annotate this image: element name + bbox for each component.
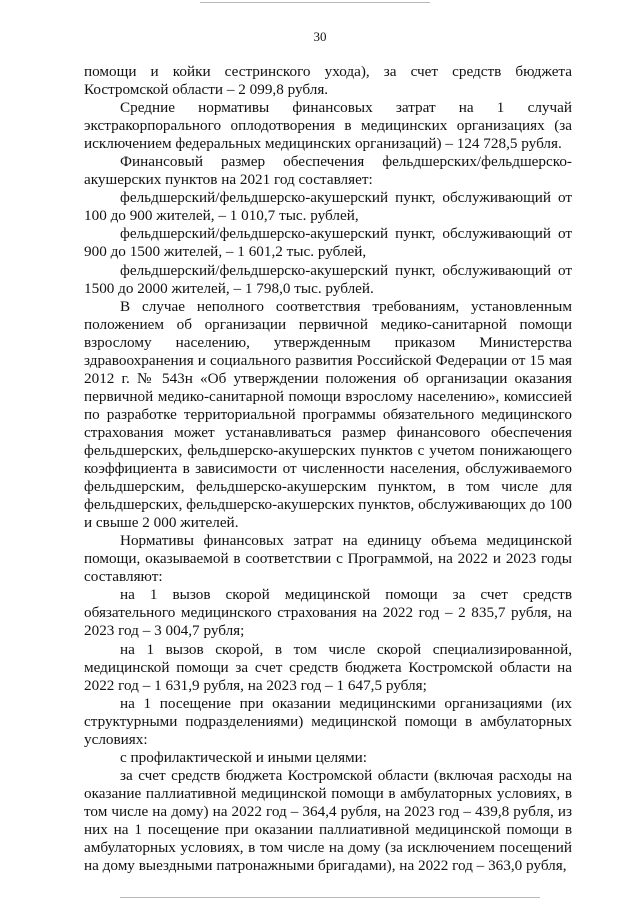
paragraph: за счет средств бюджета Костромской области (включая расходы на оказание паллиативной медицинской помощи в амбулаторных условиях, в том числе на дому) на 2022 год – 364,4 рубля, на 2023 год – 439,8 рубля, из них на 1 посещение при оказании паллиативной медицинской помощи в амбулаторных условиях, в том числе на дому (за исключением посещений на дому выездными патронажными бригадами), на 2022 год – 363,0 рубля, (84, 766, 572, 875)
paragraph: фельдшерский/фельдшерско-акушерский пункт, обслуживающий от 1500 до 2000 жителей, – 1 798,0 тыс. рублей. (84, 261, 572, 297)
scan-edge-bottom (120, 897, 540, 898)
paragraph: В случае неполного соответствия требованиям, установленным положением об организации первичной медико-санитарной помощи взрослому населению, утвержденным приказом Министерства здравоохранения и социального развития Российской Федерации от 15 мая 2012 г. № 543н «Об утверждении положения об организации оказания первичной медико-санитарной помощи взрослому населению», комиссией по разработке территориальной программы обязательного медицинского страхования может устанавливаться размер финансового обеспечения фельдшерских, фельдшерско-акушерских пунктов с учетом понижающего коэффициента в зависимости от численности населения, обслуживаемого фельдшерским, фельдшерско-акушерским пунктом, в том числе для фельдшерских, фельдшерско-акушерских пунктов, обслуживающих до 100 и свыше 2 000 жителей. (84, 297, 572, 532)
paragraph: помощи и койки сестринского ухода), за счет средств бюджета Костромской области – 2 099,8 рубля. (84, 63, 572, 99)
paragraph: на 1 вызов скорой, в том числе скорой специализированной, медицинской помощи за счет средств бюджета Костромской области на 2022 год – 1 631,9 рубля, на 2023 год – 1 647,5 рубля; (84, 640, 572, 694)
paragraph: Нормативы финансовых затрат на единицу объема медицинской помощи, оказываемой в соответствии с Программой, на 2022 и 2023 годы составляют: (84, 532, 572, 586)
paragraph: на 1 вызов скорой медицинской помощи за счет средств обязательного медицинского страхования на 2022 год – 2 835,7 рубля, на 2023 год – 3 004,7 рубля; (84, 586, 572, 640)
scan-edge-top (200, 2, 430, 3)
paragraph: фельдшерский/фельдшерско-акушерский пункт, обслуживающий от 100 до 900 жителей, – 1 010,7 тыс. рублей, (84, 189, 572, 225)
paragraph: Финансовый размер обеспечения фельдшерских/фельдшерско-акушерских пунктов на 2021 год составляет: (84, 153, 572, 189)
paragraph: с профилактической и иными целями: (120, 748, 368, 766)
page-number: 30 (313, 29, 327, 44)
paragraph: фельдшерский/фельдшерско-акушерский пункт, обслуживающий от 900 до 1500 жителей, – 1 601,2 тыс. рублей, (84, 225, 572, 261)
paragraph: Средние нормативы финансовых затрат на 1 случай экстракорпорального оплодотворения в медицинских организациях (за исключением федеральных медицинских организаций) – 124 728,5 рубля. (84, 99, 572, 153)
document-body (84, 63, 572, 875)
paragraph: на 1 посещение при оказании медицинскими организациями (их структурными подразделениями) медицинской помощи в амбулаторных условиях: (84, 694, 572, 748)
